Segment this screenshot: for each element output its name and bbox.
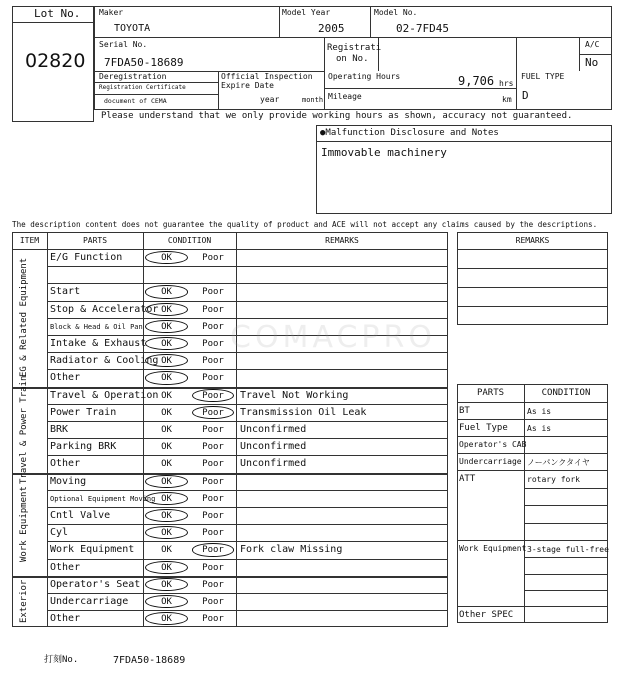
- remark-text: Transmission Oil Leak: [240, 406, 367, 418]
- ok-option: OK: [161, 579, 172, 590]
- part-label: Radiator & Cooling: [50, 355, 159, 367]
- parts-row-label: Work Equipment: [459, 544, 527, 553]
- ok-option: OK: [161, 356, 172, 367]
- poor-option: Poor: [202, 390, 224, 401]
- right-remarks-header: REMARKS: [515, 236, 550, 245]
- ok-option: OK: [161, 528, 172, 539]
- parts-row-label: ATT: [459, 474, 476, 484]
- ac-label: A/C: [585, 40, 600, 49]
- ok-option: OK: [161, 493, 172, 504]
- lot-label: Lot No.: [34, 7, 81, 20]
- stamp-number: 7FDA50-18689: [113, 655, 186, 666]
- part-label: Other: [50, 458, 81, 470]
- poor-selected-circle: [192, 543, 234, 556]
- part-label: Block & Head & Oil Pan: [50, 322, 143, 331]
- col-item-header: ITEM: [19, 236, 40, 245]
- serial-value: 7FDA50-18689: [104, 56, 184, 69]
- col-parts-header: PARTS: [82, 236, 108, 245]
- month-label: month: [302, 96, 324, 104]
- remark-text: Travel Not Working: [240, 389, 349, 401]
- ok-option: OK: [161, 545, 172, 556]
- poor-option: Poor: [202, 493, 224, 504]
- remark-text: Unconfirmed: [240, 458, 307, 470]
- parts-row-condition: As is: [527, 424, 552, 433]
- ok-option: OK: [161, 459, 172, 470]
- poor-option: Poor: [202, 373, 224, 384]
- model-no-value: 02-7FD45: [396, 22, 449, 35]
- part-label: Other: [50, 613, 81, 625]
- part-label: Start: [50, 286, 81, 298]
- parts-row-label: BT: [459, 406, 470, 416]
- ok-option: OK: [161, 304, 172, 315]
- model-year-label: Model Year: [282, 8, 331, 17]
- poor-option: Poor: [202, 545, 224, 556]
- inspection-label-2: Expire Date: [221, 81, 274, 90]
- hrs-label: hrs: [499, 79, 514, 88]
- poor-option: Poor: [202, 304, 224, 315]
- poor-selected-circle: [192, 389, 234, 402]
- model-year-value: 2005: [318, 22, 345, 35]
- malfunction-title: ●Malfunction Disclosure and Notes: [320, 128, 499, 138]
- remark-text: Fork claw Missing: [240, 544, 343, 556]
- ok-option: OK: [161, 511, 172, 521]
- operating-hours-label: Operating Hours: [328, 72, 401, 81]
- accuracy-notice: Please understand that we only provide working hours as shown, accuracy not guaranteed.: [101, 111, 573, 121]
- group-label: Exterior: [19, 579, 29, 624]
- year-label: year: [260, 95, 280, 104]
- cema-label: document of CEMA: [104, 97, 167, 105]
- poor-option: Poor: [202, 597, 224, 607]
- stamp-label: 打刻No.: [44, 655, 79, 665]
- parts-row-label: Other SPEC: [459, 610, 514, 620]
- km-label: km: [502, 95, 512, 104]
- col-condition-header: CONDITION: [167, 236, 212, 245]
- mileage-label: Mileage: [328, 92, 362, 101]
- ok-option: OK: [161, 425, 172, 435]
- group-label: Travel & Power Train: [19, 375, 29, 484]
- part-label: Other: [50, 561, 81, 573]
- lot-number: 02820: [25, 50, 86, 72]
- ok-selected-circle: [145, 492, 188, 505]
- right-remarks-frame: [457, 232, 608, 325]
- col-remarks-header: REMARKS: [325, 236, 359, 245]
- ok-option: OK: [161, 390, 172, 401]
- poor-option: Poor: [202, 614, 224, 625]
- poor-option: Poor: [202, 562, 224, 573]
- part-label: Operator's Seat: [50, 578, 141, 590]
- maker-value: TOYOTA: [114, 23, 151, 34]
- part-label: Optional Equipment Moving: [50, 494, 156, 503]
- remark-text: Unconfirmed: [240, 441, 307, 453]
- part-label: Cyl: [50, 527, 69, 539]
- parts-row-condition: ノーパンクタイヤ: [527, 458, 590, 467]
- ok-selected-circle: [145, 320, 188, 333]
- parts-row-condition: rotary fork: [527, 475, 580, 484]
- ok-option: OK: [161, 597, 172, 607]
- ac-value: No: [585, 56, 599, 69]
- registration-certificate-label: Registration Certificate: [99, 84, 186, 91]
- poor-option: Poor: [202, 425, 224, 435]
- poor-option: Poor: [202, 511, 224, 521]
- ok-selected-circle: [145, 303, 188, 316]
- inspection-label-1: Official Inspection: [221, 72, 313, 81]
- poor-option: Poor: [202, 253, 224, 263]
- ok-option: OK: [161, 407, 172, 418]
- poor-option: Poor: [202, 579, 224, 590]
- operating-hours-value: 9,706: [458, 74, 495, 88]
- part-label: Travel & Operation: [50, 389, 159, 401]
- poor-selected-circle: [192, 406, 234, 419]
- part-label: Cntl Valve: [50, 510, 111, 521]
- ok-selected-circle: [145, 285, 188, 298]
- ok-selected-circle: [145, 371, 188, 384]
- fuel-type-value: D: [522, 89, 529, 102]
- part-label: BRK: [50, 424, 69, 435]
- deregistration-label: Deregistration: [99, 72, 167, 81]
- ok-option: OK: [161, 373, 172, 384]
- part-label: Parking BRK: [50, 441, 117, 453]
- poor-option: Poor: [202, 356, 224, 367]
- disclaimer-text: The description content does not guarantee the quality of product and ACE will not accept any claims caused by the descriptions.: [12, 220, 598, 229]
- maker-label: Maker: [99, 8, 124, 17]
- remark-text: Unconfirmed: [240, 424, 307, 435]
- serial-label: Serial No.: [99, 40, 148, 49]
- parts-row-label: Operator's CAB: [459, 440, 527, 449]
- part-label: Moving: [50, 475, 87, 487]
- parts-row-label: Fuel Type: [459, 423, 508, 433]
- parts-row-condition: As is: [527, 407, 552, 416]
- group-label: EG & Related Equipment: [19, 258, 29, 378]
- poor-option: Poor: [202, 442, 224, 453]
- fuel-type-label: FUEL TYPE: [521, 72, 565, 81]
- ok-option: OK: [161, 476, 172, 487]
- ok-option: OK: [161, 287, 172, 298]
- part-label: Work Equipment: [50, 544, 135, 556]
- registration-label-1: Registrati: [327, 43, 382, 53]
- poor-option: Poor: [202, 459, 224, 470]
- part-label: Power Train: [50, 406, 117, 418]
- ok-option: OK: [161, 321, 172, 332]
- poor-option: Poor: [202, 287, 224, 298]
- ok-option: OK: [161, 339, 172, 349]
- ok-option: OK: [161, 253, 172, 263]
- parts-col-header: PARTS: [476, 388, 505, 398]
- part-label: Stop & Accelerator: [50, 303, 159, 315]
- malfunction-text: Immovable machinery: [321, 146, 447, 159]
- ok-option: OK: [161, 442, 172, 453]
- parts-row-label: Undercarriage: [459, 457, 522, 466]
- watermark: COMACPRO: [230, 320, 436, 355]
- ok-selected-circle: [145, 578, 188, 591]
- poor-option: Poor: [202, 339, 224, 349]
- part-label: Other: [50, 372, 81, 384]
- model-no-label: Model No.: [374, 8, 418, 17]
- poor-option: Poor: [202, 407, 224, 418]
- poor-option: Poor: [202, 528, 224, 539]
- ok-option: OK: [161, 562, 172, 573]
- ok-selected-circle: [145, 475, 188, 488]
- condition-col-header: CONDITION: [541, 388, 591, 398]
- poor-option: Poor: [202, 321, 224, 332]
- poor-option: Poor: [202, 476, 224, 487]
- part-label: E/G Function: [50, 252, 123, 263]
- registration-label-2: on No.: [336, 54, 369, 64]
- group-label: Work Equipment: [19, 486, 29, 563]
- parts-row-condition: 3-stage full-free: [527, 545, 609, 554]
- part-label: Intake & Exhaust: [50, 338, 147, 349]
- ok-option: OK: [161, 614, 172, 625]
- ok-selected-circle: [145, 561, 188, 574]
- part-label: Undercarriage: [50, 596, 129, 607]
- malfunction-box: [316, 125, 612, 214]
